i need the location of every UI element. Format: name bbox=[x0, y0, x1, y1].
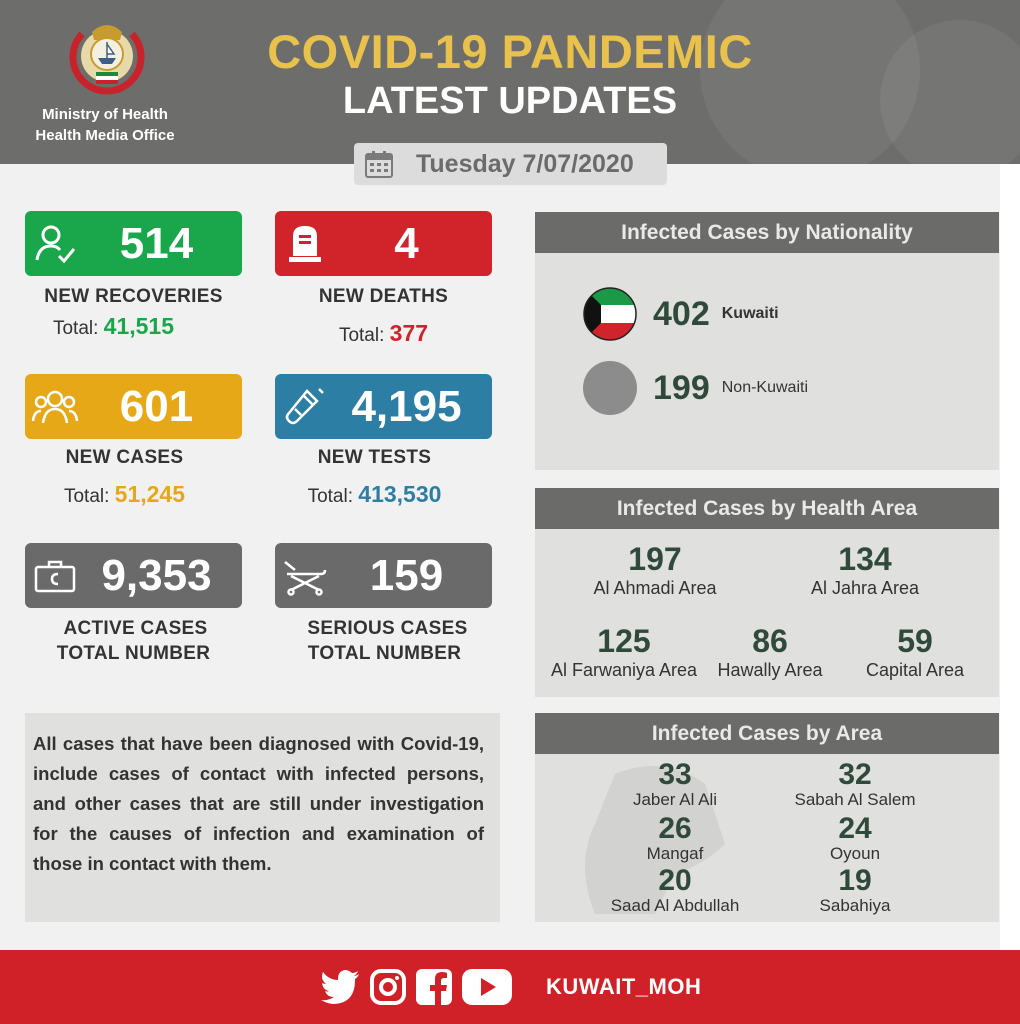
briefcase-icon bbox=[25, 543, 85, 608]
person-check-icon bbox=[25, 211, 85, 276]
cases-value: 601 bbox=[119, 381, 194, 431]
active-card bbox=[25, 543, 242, 608]
deaths-label: NEW DEATHS bbox=[318, 286, 449, 307]
health-area-title: Infected Cases by Health Area bbox=[616, 496, 918, 520]
serious-label-line2: TOTAL NUMBER bbox=[307, 643, 462, 664]
area-item: 20 Saad Al Abdullah bbox=[610, 864, 740, 915]
tests-total-prefix: Total: bbox=[307, 486, 353, 507]
cases-label: NEW CASES bbox=[65, 447, 184, 468]
health-area-header bbox=[535, 488, 999, 529]
by-area-title: Infected Cases by Area bbox=[651, 721, 883, 745]
area-item: 19 Sabahiya bbox=[819, 864, 891, 915]
area-item: 26 Mangaf bbox=[646, 812, 704, 863]
tombstone-icon bbox=[275, 211, 335, 276]
deaths-total-value: 377 bbox=[389, 320, 429, 346]
tests-label: NEW TESTS bbox=[317, 447, 432, 468]
grey-circle-icon bbox=[583, 361, 637, 415]
title-main: COVID-19 PANDEMIC bbox=[267, 25, 753, 78]
stretcher-icon bbox=[275, 543, 335, 608]
recoveries-total-prefix: Total: bbox=[52, 318, 99, 339]
group-icon bbox=[25, 374, 85, 439]
by-area-header bbox=[535, 713, 999, 754]
date-text: Tuesday 7/07/2020 bbox=[416, 149, 634, 178]
cases-total bbox=[16, 481, 233, 508]
area-item: 24 Oyoun bbox=[829, 812, 881, 863]
active-value: 9,353 bbox=[101, 550, 212, 600]
recoveries-card bbox=[25, 211, 242, 276]
health-area-panel bbox=[535, 529, 999, 697]
recoveries-total-value: 41,515 bbox=[103, 313, 175, 339]
recoveries-value: 514 bbox=[119, 218, 194, 268]
info-note-text: All cases that have been diagnosed with Covid-19, include cases of contact with infected persons, and other cases that are still under investigation for the causes of infection and examination of those in contact with them. bbox=[33, 733, 484, 874]
cases-total-prefix: Total: bbox=[63, 486, 110, 507]
nationality-header bbox=[535, 212, 999, 253]
health-area-item: 125 Al Farwaniya Area bbox=[550, 623, 698, 680]
facebook-icon[interactable] bbox=[416, 969, 452, 1005]
kuwaiti-label: Kuwaiti bbox=[721, 305, 779, 322]
kuwait-emblem-icon bbox=[62, 14, 152, 110]
non-kuwaiti-value: 199 bbox=[653, 368, 710, 407]
health-area-item: 86 Hawally Area bbox=[717, 623, 823, 680]
kuwaiti-row bbox=[583, 287, 779, 341]
serious-value: 159 bbox=[369, 550, 444, 600]
nationality-panel bbox=[535, 253, 999, 470]
org-office: Health Media Office bbox=[35, 127, 175, 144]
calendar-icon bbox=[364, 149, 394, 179]
instagram-icon[interactable] bbox=[370, 969, 406, 1005]
deaths-total bbox=[275, 320, 492, 347]
serious-label-line1: SERIOUS CASES bbox=[307, 618, 468, 639]
by-area-panel bbox=[535, 754, 999, 922]
title-sub: LATEST UPDATES bbox=[342, 80, 678, 122]
recoveries-label: NEW RECOVERIES bbox=[44, 286, 223, 307]
org-name: Ministry of Health bbox=[42, 106, 168, 123]
social-icons bbox=[320, 969, 512, 1005]
tests-card bbox=[275, 374, 492, 439]
kuwaiti-value: 402 bbox=[653, 294, 710, 333]
deaths-card bbox=[275, 211, 492, 276]
tests-value: 4,195 bbox=[351, 381, 462, 431]
date-badge bbox=[354, 143, 667, 185]
serious-card bbox=[275, 543, 492, 608]
health-area-item: 134 Al Jahra Area bbox=[810, 541, 920, 598]
active-label-line1: ACTIVE CASES bbox=[63, 618, 208, 639]
deaths-value: 4 bbox=[394, 218, 419, 268]
nationality-title: Infected Cases by Nationality bbox=[621, 220, 913, 244]
health-area-item: 197 Al Ahmadi Area bbox=[593, 541, 717, 598]
non-kuwaiti-label: Non-Kuwaiti bbox=[721, 379, 808, 396]
active-label-line2: TOTAL NUMBER bbox=[56, 643, 211, 664]
non-kuwaiti-row bbox=[583, 361, 808, 415]
header bbox=[0, 0, 1020, 164]
health-area-item: 59 Capital Area bbox=[865, 623, 965, 680]
kuwait-flag-icon bbox=[583, 287, 637, 341]
test-tube-icon bbox=[275, 374, 335, 439]
youtube-icon[interactable] bbox=[462, 969, 512, 1005]
cases-total-value: 51,245 bbox=[114, 481, 186, 507]
twitter-icon[interactable] bbox=[320, 970, 360, 1004]
recoveries-total bbox=[5, 313, 222, 340]
tests-total-value: 413,530 bbox=[358, 481, 442, 507]
deaths-total-prefix: Total: bbox=[338, 325, 385, 346]
cases-card bbox=[25, 374, 242, 439]
tests-total bbox=[266, 481, 483, 508]
area-item: 33 Jaber Al Ali bbox=[632, 758, 718, 809]
footer bbox=[0, 950, 1020, 1024]
area-item: 32 Sabah Al Salem bbox=[794, 758, 916, 809]
social-handle[interactable]: KUWAIT_MOH bbox=[546, 974, 702, 999]
info-note bbox=[25, 713, 500, 922]
